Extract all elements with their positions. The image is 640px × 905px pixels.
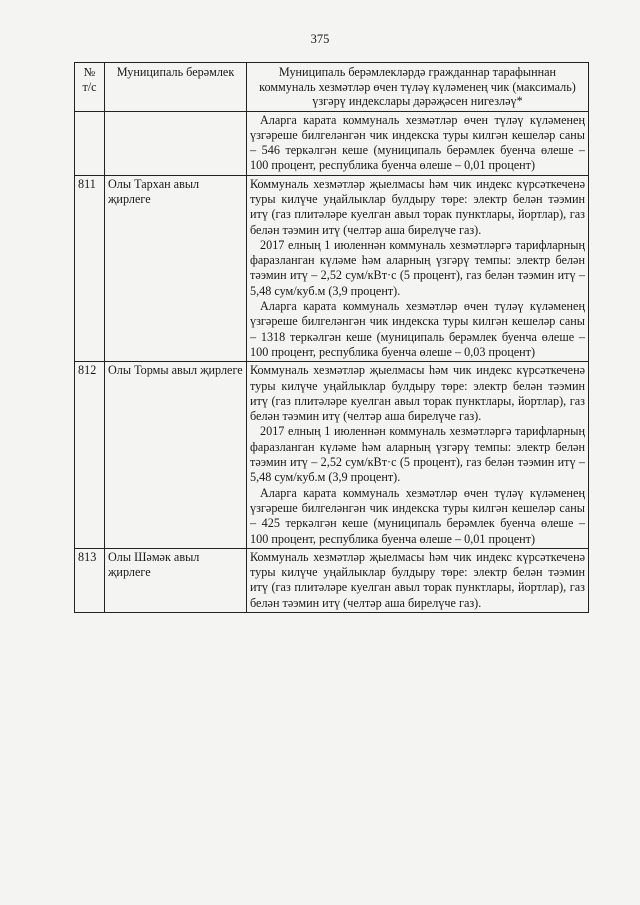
basis-paragraph: Аларга карата коммуналь хезмәтләр өчен түләү күләменең үзгәреше билгеләнгән чик индекска туры килгән кешеләр саны – 546 теркәлгән кеше (муниципаль берәмлек буенча өлеше – 100 процент, республика буенча өлеше – 0,01 процент) (250, 112, 585, 173)
row-number (75, 111, 105, 175)
basis-paragraph: Аларга карата коммуналь хезмәтләр өчен түләү күләменең үзгәреше билгеләнгән чик индекска туры килгән кешеләр саны – 425 теркәлгән кеше (муниципаль берәмлек буенча өлеше – 100 процент, республика буенча өлеше – 0,01 процент) (250, 485, 585, 546)
row-basis (247, 362, 589, 549)
table-row (75, 175, 589, 362)
basis-paragraph: Коммуналь хезмәтләр җыелмасы һәм чик индекс күрсәткеченә туры килүче уңайлыклар булдыру төре: электр белән тәэмин итү (газ плитәләре куелган авыл торак пунктлары, йортлар), газ белән тәэмин итү (челтәр аша бирелүче газ). (250, 363, 585, 424)
row-municipality (105, 111, 247, 175)
row-municipality: Олы Тормы авыл җирлеге (105, 362, 247, 549)
basis-paragraph: Коммуналь хезмәтләр җыелмасы һәм чик индекс күрсәткеченә туры килүче уңайлыклар булдыру төре: электр белән тәэмин итү (газ плитәләре куелган авыл торак пунктлары, йортлар), газ белән тәэмин итү (челтәр аша бирелүче газ). (250, 549, 585, 610)
row-number: 811 (75, 175, 105, 362)
row-number: 813 (75, 548, 105, 612)
table-row (75, 548, 589, 612)
table-row (75, 362, 589, 549)
basis-paragraph: Аларга карата коммуналь хезмәтләр өчен түләү күләменең үзгәреше билгеләнгән чик индекска туры килгән кешеләр саны – 1318 теркәлгән кеше (муниципаль берәмлек буенча өлеше – 100 процент, республика буенча өлеше – 0,03 процент) (250, 299, 585, 359)
basis-paragraph: Коммуналь хезмәтләр җыелмасы һәм чик индекс күрсәткеченә туры килүче уңайлыклар булдыру төре: электр белән тәэмин итү (газ плитәләре куелган авыл торак пунктлары, йортлар), газ белән тәэмин итү (челтәр аша бирелүче газ). (250, 176, 585, 237)
row-basis (247, 111, 589, 175)
header-municipality: Муниципаль берәмлек (105, 63, 247, 112)
table-row-continuation (75, 111, 589, 175)
header-basis: Муниципаль берәмлекләрдә гражданнар тарафыннан коммуналь хезмәтләр өчен түләү күләменең чик (максималь) үзгәрү индекслары дәрәҗәсен нигезләү* (247, 63, 589, 112)
row-basis (247, 175, 589, 362)
header-number: № т/с (75, 63, 105, 112)
row-municipality: Олы Тархан авыл җирлеге (105, 175, 247, 362)
basis-paragraph: 2017 елның 1 июленнән коммуналь хезмәтләргә тарифларның фаразланган күләме һәм аларның үзгәрү темпы: электр белән тәэмин итү – 2,52 сум/кВт·с (5 процент), газ белән тәэмин итү – 5,48 сум/куб.м (3,9 процент). (250, 424, 585, 485)
row-municipality: Олы Шәмәк авыл җирлеге (105, 548, 247, 612)
row-number: 812 (75, 362, 105, 549)
table-header-row (75, 63, 589, 112)
basis-paragraph: 2017 елның 1 июленнән коммуналь хезмәтләргә тарифларның фаразланган күләме һәм аларның үзгәрү темпы: электр белән тәэмин итү – 2,52 сум/кВт·с (5 процент), газ белән тәэмин итү – 5,48 сум/куб.м (3,9 процент). (250, 237, 585, 298)
row-basis (247, 548, 589, 612)
tariff-index-table (74, 62, 589, 613)
page-number: 375 (310, 32, 330, 46)
